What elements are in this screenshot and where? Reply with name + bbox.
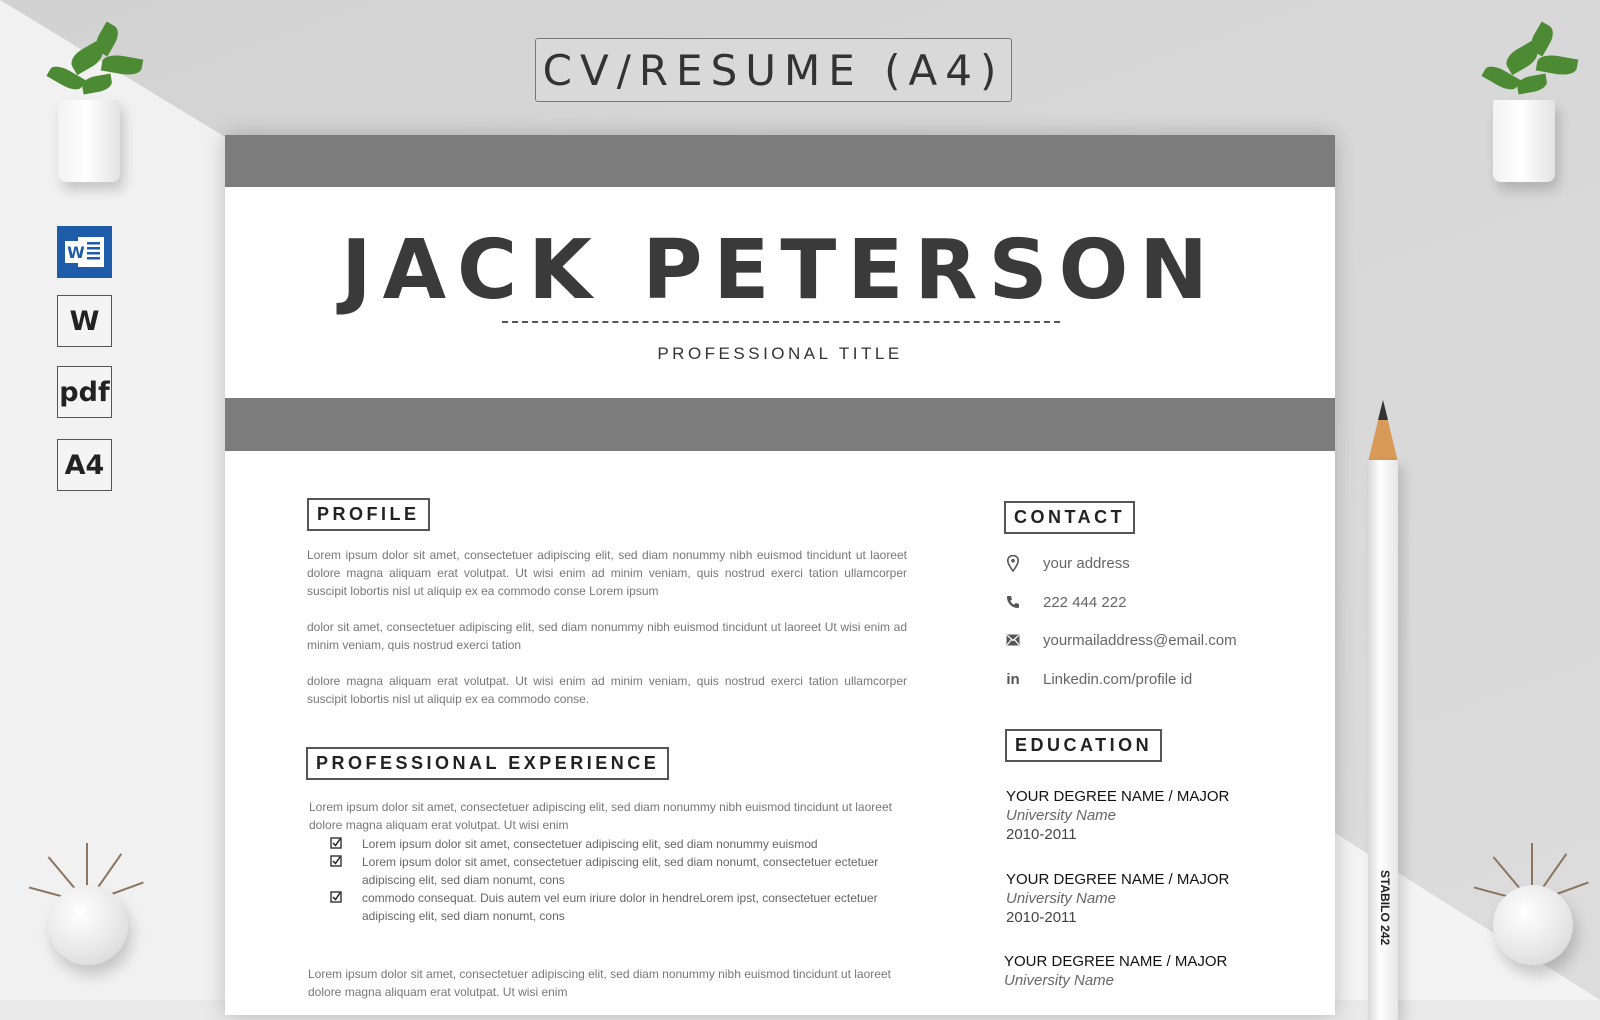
header-band-top xyxy=(225,135,1335,187)
header-band-bottom xyxy=(225,398,1335,451)
contact-phone xyxy=(1005,593,1126,611)
contact-address xyxy=(1005,554,1130,572)
pencil-brand: STABILO 242 xyxy=(1378,870,1392,946)
university-name: University Name xyxy=(1006,890,1117,907)
contact-text: your address xyxy=(1043,554,1130,572)
diffuser-right-decoration xyxy=(1475,845,1585,955)
ms-word-logo xyxy=(62,234,108,270)
resume-page xyxy=(225,135,1335,1015)
contact-text: 222 444 222 xyxy=(1043,593,1127,611)
contact-heading: CONTACT xyxy=(1004,501,1135,534)
university-name: University Name xyxy=(1006,807,1117,824)
degree-name: YOUR DEGREE NAME / MAJOR xyxy=(1006,871,1230,888)
phone-icon xyxy=(1005,593,1021,611)
a4-format-badge: A4 xyxy=(57,439,112,491)
ms-word-icon xyxy=(57,226,112,278)
education-entry xyxy=(1004,953,1304,989)
experience-intro: Lorem ipsum dolor sit amet, consectetuer adipiscing elit, sed diam nonummy nibh euismod tincidunt ut laoreet dolore magna aliquam erat volutpat. Ut wisi enim xyxy=(309,800,892,832)
linkedin-icon: in xyxy=(1006,670,1020,688)
contact-text: Linkedin.com/profile id xyxy=(1043,670,1193,688)
contact-email xyxy=(1005,631,1237,649)
contact-text: yourmailaddress@email.com xyxy=(1043,631,1237,649)
bullet-text: Lorem ipsum dolor sit amet, consectetuer adipiscing elit, sed diam nonummy euismod xyxy=(362,837,818,851)
university-name: University Name xyxy=(1004,972,1115,989)
education-years: 2010-2011 xyxy=(1006,826,1077,843)
checkbox-icon xyxy=(330,855,342,867)
checkbox-icon xyxy=(330,837,342,849)
name-divider xyxy=(502,321,1060,323)
degree-name: YOUR DEGREE NAME / MAJOR xyxy=(1006,788,1230,805)
resume-name: JACK PETERSON xyxy=(341,223,1219,318)
profile-paragraph-1: Lorem ipsum dolor sit amet, consectetuer adipiscing elit, sed diam nonummy nibh euismod tincidunt ut laoreet dolore magna aliquam erat volutpat. Ut wisi enim ad minim veniam, quis nostrud exerci tation ullamcorper suscipit lobortis nisl ut aliquip ex ea commodo conse Lorem ipsum xyxy=(307,548,907,598)
word-format-badge: W xyxy=(57,295,112,347)
profile-heading: PROFILE xyxy=(307,498,430,531)
svg-text:W: W xyxy=(66,243,85,262)
degree-name: YOUR DEGREE NAME / MAJOR xyxy=(1004,953,1228,970)
professional-title: PROFESSIONAL TITLE xyxy=(657,344,903,363)
experience-outro: Lorem ipsum dolor sit amet, consectetuer adipiscing elit, sed diam nonummy nibh euismod tincidunt ut laoreet dolore magna aliquam erat volutpat. Ut wisi enim xyxy=(308,967,891,999)
contact-linkedin xyxy=(1005,670,1192,688)
pencil-decoration xyxy=(1368,380,1398,1020)
education-heading: EDUCATION xyxy=(1005,729,1162,762)
list-item xyxy=(330,889,890,925)
list-item xyxy=(330,835,890,853)
checkbox-icon xyxy=(330,891,342,903)
experience-heading: PROFESSIONAL EXPERIENCE xyxy=(306,747,669,780)
education-entry xyxy=(1006,788,1306,843)
bullet-text: Lorem ipsum dolor sit amet, consectetuer adipiscing elit, sed diam nonumt, consectetuer ectetuer adipiscing elit, sed diam nonumt, cons xyxy=(362,855,879,887)
list-item xyxy=(330,853,890,889)
diffuser-left-decoration xyxy=(30,845,140,955)
plant-right-decoration xyxy=(1465,8,1585,178)
experience-bullets xyxy=(330,835,890,925)
plant-left-decoration xyxy=(30,8,150,178)
mail-icon xyxy=(1005,631,1021,649)
profile-paragraph-2: dolor sit amet, consectetuer adipiscing elit, sed diam nonummy nibh euismod tincidunt ut laoreet Ut wisi enim ad minim veniam, quis nostrud exerci tation xyxy=(307,620,907,652)
profile-paragraph-3: dolore magna aliquam erat volutpat. Ut wisi enim ad minim veniam, quis nostrud exerci tation ullamcorper suscipit lobortis nisl ut aliquip ex ea commodo conse. xyxy=(307,674,907,706)
education-entry xyxy=(1006,871,1306,926)
pdf-format-badge: pdf xyxy=(57,366,112,418)
bullet-text: commodo consequat. Duis autem vel eum iriure dolor in hendreLorem ipst, consectetuer ectetuer adipiscing elit, sed diam nonumt, cons xyxy=(362,891,878,923)
banner-title: CV/RESUME (A4) xyxy=(535,38,1012,102)
education-years: 2010-2011 xyxy=(1006,909,1077,926)
location-pin-icon xyxy=(1005,554,1021,572)
